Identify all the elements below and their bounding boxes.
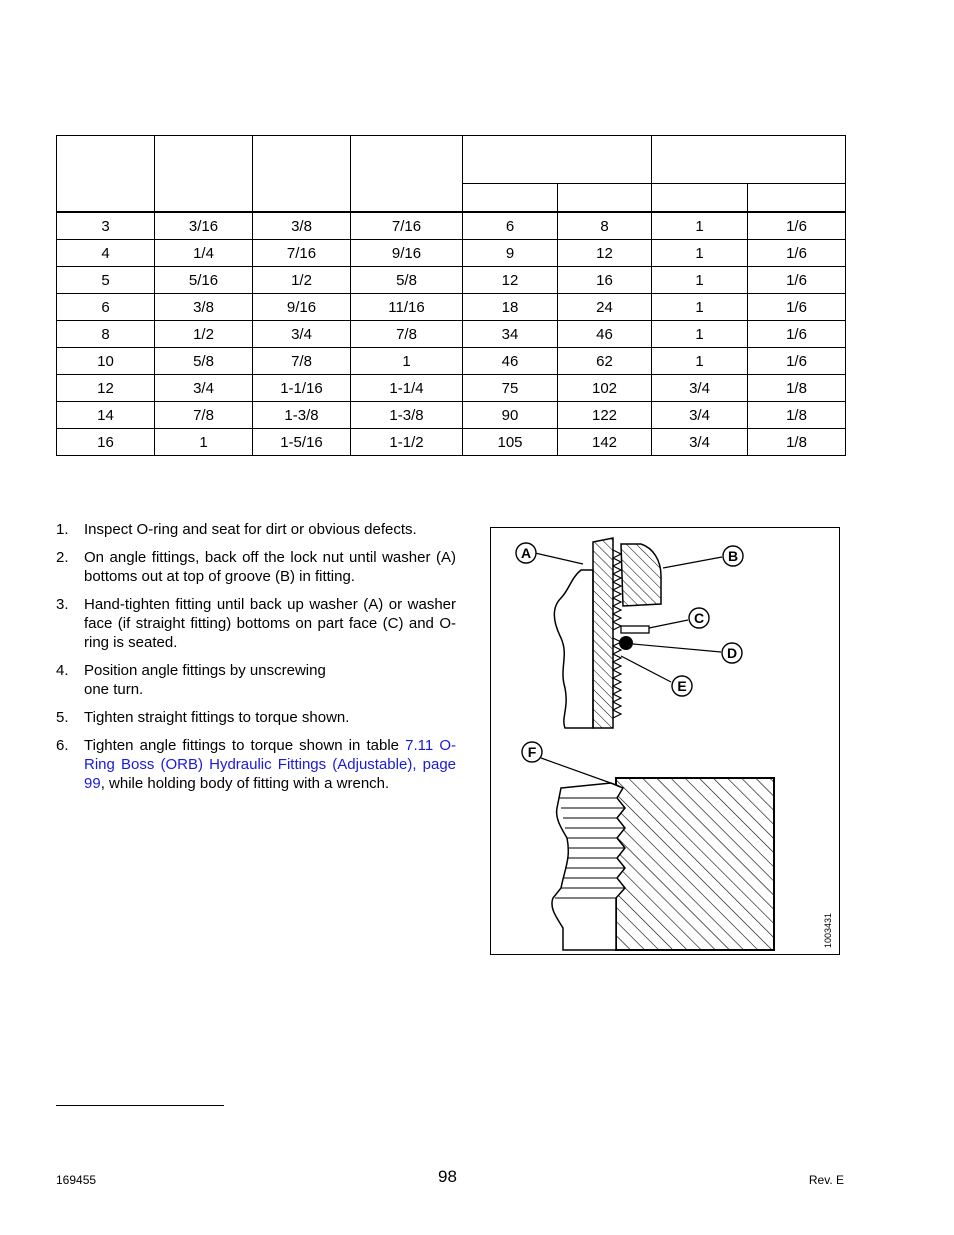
table-cell: 1-5/16 <box>253 429 351 456</box>
table-cell: 3/4 <box>155 375 253 402</box>
step-text: one turn. <box>84 681 144 698</box>
revision-label: Rev. E <box>808 1173 844 1187</box>
table-cell: 1-1/2 <box>351 429 463 456</box>
table-cell: 1/2 <box>253 267 351 294</box>
table-cell: 1/6 <box>748 348 846 375</box>
table-cell: 34 <box>463 321 558 348</box>
document-number: 169455 <box>56 1173 97 1187</box>
list-item <box>56 736 456 793</box>
table-cell: 1 <box>652 321 748 348</box>
torque-table <box>56 135 846 456</box>
table-row <box>57 212 846 240</box>
table-cell: 1 <box>652 348 748 375</box>
step-number: 4. <box>56 662 69 679</box>
table-cell: 7/16 <box>253 240 351 267</box>
table-row <box>57 375 846 402</box>
table-row <box>57 267 846 294</box>
table-row <box>57 321 846 348</box>
table-cell: 7/16 <box>351 212 463 240</box>
step-number: 5. <box>56 709 69 726</box>
table-row <box>57 402 846 429</box>
list-item <box>56 548 456 586</box>
table-cell: 1 <box>652 212 748 240</box>
table-cell: 1/4 <box>155 240 253 267</box>
port-body-outline <box>554 570 593 728</box>
table-cell: 1-1/4 <box>351 375 463 402</box>
table-row <box>57 348 846 375</box>
table-cell: 10 <box>57 348 155 375</box>
table-row <box>57 240 846 267</box>
table-cell: 8 <box>57 321 155 348</box>
cross-reference-link[interactable]: 7.11 O-Ring Boss (ORB) Hydraulic Fittings (Adjustable), page 99 <box>84 737 456 792</box>
table-cell: 5/8 <box>155 348 253 375</box>
table-cell: 5/16 <box>155 267 253 294</box>
table-cell: 8 <box>558 212 652 240</box>
table-cell: 122 <box>558 402 652 429</box>
table-cell: 75 <box>463 375 558 402</box>
table-cell: 62 <box>558 348 652 375</box>
step-number: 1. <box>56 521 69 538</box>
fitting-drawing <box>491 528 841 956</box>
table-cell: 7/8 <box>351 321 463 348</box>
header-cell <box>652 136 846 184</box>
table-cell: 3/4 <box>652 402 748 429</box>
table-cell: 1/8 <box>748 375 846 402</box>
table-cell: 7/8 <box>253 348 351 375</box>
table-cell: 9/16 <box>351 240 463 267</box>
callout-f <box>522 742 542 762</box>
subheader-cell <box>652 184 748 213</box>
step-text: Inspect O-ring and seat for dirt or obvious defects. <box>84 521 417 538</box>
callout-c <box>689 608 709 628</box>
list-item <box>56 661 456 699</box>
table-cell: 1-3/8 <box>253 402 351 429</box>
header-cell <box>57 136 155 213</box>
instruction-steps <box>56 520 456 802</box>
table-cell: 3/4 <box>652 375 748 402</box>
table-cell: 4 <box>57 240 155 267</box>
table-header <box>57 136 846 213</box>
table-row <box>57 294 846 321</box>
callout-b <box>723 546 743 566</box>
step-text: , while holding body of fitting with a wrench. <box>100 775 390 792</box>
table-cell: 46 <box>463 348 558 375</box>
step-number: 2. <box>56 549 69 566</box>
svg-text:C: C <box>693 610 705 626</box>
table-cell: 24 <box>558 294 652 321</box>
table-cell: 12 <box>57 375 155 402</box>
table-cell: 1/6 <box>748 240 846 267</box>
subheader-cell <box>558 184 652 213</box>
table-cell: 1 <box>652 240 748 267</box>
step-number: 6. <box>56 737 69 754</box>
list-item <box>56 595 456 652</box>
step-text: Position angle fittings by unscrewing <box>84 662 326 679</box>
table-cell: 16 <box>57 429 155 456</box>
footnote-rule <box>56 1105 224 1106</box>
table-cell: 1/6 <box>748 267 846 294</box>
table-cell: 16 <box>558 267 652 294</box>
table-cell: 90 <box>463 402 558 429</box>
subheader-cell <box>463 184 558 213</box>
table-cell: 14 <box>57 402 155 429</box>
table-cell: 1/6 <box>748 294 846 321</box>
svg-text:F: F <box>527 744 537 760</box>
header-cell <box>253 136 351 213</box>
table-cell: 12 <box>558 240 652 267</box>
lock-nut <box>621 544 661 606</box>
orb-fitting-illustration <box>490 527 840 955</box>
table-cell: 3/4 <box>652 429 748 456</box>
subheader-cell <box>748 184 846 213</box>
header-cell <box>155 136 253 213</box>
table-body <box>57 212 846 456</box>
table-cell: 46 <box>558 321 652 348</box>
table-cell: 142 <box>558 429 652 456</box>
table-cell: 3/8 <box>253 212 351 240</box>
table-cell: 105 <box>463 429 558 456</box>
table-cell: 9 <box>463 240 558 267</box>
step-text: Tighten angle fittings to torque shown in table <box>84 737 406 754</box>
svg-text:B: B <box>727 548 739 564</box>
header-cell <box>351 136 463 213</box>
table-cell: 3/4 <box>253 321 351 348</box>
table-cell: 7/8 <box>155 402 253 429</box>
table-cell: 1/2 <box>155 321 253 348</box>
table-cell: 5 <box>57 267 155 294</box>
step-text: On angle fittings, back off the lock nut until washer (A) bottoms out at top of groove (B) in fitting. <box>84 549 456 585</box>
svg-text:E: E <box>677 678 687 694</box>
table-cell: 1/6 <box>748 212 846 240</box>
svg-text:A: A <box>520 545 532 561</box>
figure-id-label: 1003431 <box>823 912 833 948</box>
fitting-body <box>593 538 613 728</box>
table-cell: 3/8 <box>155 294 253 321</box>
page-number: 98 <box>438 1167 457 1186</box>
table-cell: 1 <box>351 348 463 375</box>
table-cell: 6 <box>57 294 155 321</box>
table-cell: 1/6 <box>748 321 846 348</box>
port-cross-section <box>616 778 774 950</box>
table-cell: 12 <box>463 267 558 294</box>
table-cell: 6 <box>463 212 558 240</box>
table-cell: 9/16 <box>253 294 351 321</box>
table-cell: 1-1/16 <box>253 375 351 402</box>
table-cell: 1/8 <box>748 402 846 429</box>
table-cell: 11/16 <box>351 294 463 321</box>
step-number: 3. <box>56 596 69 613</box>
table-cell: 1 <box>155 429 253 456</box>
step-text: Hand-tighten fitting until back up washer (A) or washer face (if straight fitting) bottoms on part face (C) and O-ring is seated. <box>84 596 456 651</box>
callout-a <box>516 543 536 563</box>
list-item <box>56 708 456 727</box>
step-text: Tighten straight fittings to torque shown. <box>84 709 350 726</box>
table-cell: 102 <box>558 375 652 402</box>
table-row <box>57 429 846 456</box>
table-cell: 5/8 <box>351 267 463 294</box>
table-cell: 3/16 <box>155 212 253 240</box>
table-cell: 1-3/8 <box>351 402 463 429</box>
table-cell: 1/8 <box>748 429 846 456</box>
svg-text:D: D <box>726 645 738 661</box>
header-cell <box>463 136 652 184</box>
o-ring <box>619 636 633 650</box>
list-item <box>56 520 456 539</box>
table-cell: 1 <box>652 267 748 294</box>
backup-washer <box>621 626 649 633</box>
callout-d <box>722 643 742 663</box>
table-cell: 1 <box>652 294 748 321</box>
table-cell: 3 <box>57 212 155 240</box>
table-cell: 18 <box>463 294 558 321</box>
callout-e <box>672 676 692 696</box>
